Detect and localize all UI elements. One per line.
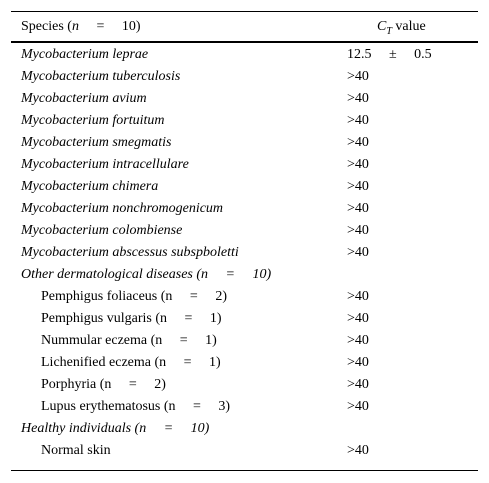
ct-value: >40 (347, 245, 369, 260)
ct-value: >40 (347, 399, 369, 414)
species-name: Mycobacterium nonchromogenicum (21, 201, 224, 216)
species-name: Porphyria (n = 2) (41, 377, 166, 392)
table-row (11, 198, 478, 220)
header-rule (11, 41, 478, 43)
table-row (11, 308, 478, 330)
species-name: Mycobacterium smegmatis (21, 135, 172, 150)
ct-value: >40 (347, 157, 369, 172)
table-row (11, 440, 478, 462)
species-column-header (21, 18, 141, 36)
ct-value: >40 (347, 289, 369, 304)
species-name: Nummular eczema (n = 1) (41, 333, 217, 348)
species-name: Mycobacterium colombiense (21, 223, 183, 238)
species-header-prefix: Species ( (21, 19, 72, 34)
table-row (11, 352, 478, 374)
table-row (11, 132, 478, 154)
table-body (11, 44, 478, 462)
ct-value: >40 (347, 311, 369, 326)
species-name: Mycobacterium abscessus subspboletti (21, 245, 239, 260)
ct-value: >40 (347, 223, 369, 238)
ct-value: 12.5 ± 0.5 (347, 47, 432, 62)
ct-value: >40 (347, 443, 369, 458)
table-row (11, 88, 478, 110)
species-name: Mycobacterium tuberculosis (21, 69, 181, 84)
species-header-suffix: = 10) (78, 19, 141, 34)
ct-subscript: T (386, 26, 392, 37)
table-row (11, 242, 478, 264)
species-name: Lichenified eczema (n = 1) (41, 355, 221, 370)
ct-value: >40 (347, 69, 369, 84)
table-row (11, 154, 478, 176)
table-row (11, 264, 478, 286)
table-row (11, 176, 478, 198)
species-name: Lupus erythematosus (n = 3) (41, 399, 231, 414)
ct-value: >40 (347, 201, 369, 216)
table-row (11, 374, 478, 396)
ct-value: >40 (347, 333, 369, 348)
species-name: Pemphigus foliaceus (n = 2) (41, 289, 227, 304)
ct-value: >40 (347, 179, 369, 194)
species-name: Mycobacterium chimera (21, 179, 159, 194)
ct-value: >40 (347, 135, 369, 150)
species-name: Normal skin (41, 443, 111, 458)
species-name: Other dermatological diseases (n = 10) (21, 267, 272, 282)
species-name: Pemphigus vulgaris (n = 1) (41, 311, 222, 326)
species-header-n: n (71, 19, 79, 34)
ct-header-suffix: value (391, 19, 426, 34)
table-row (11, 44, 478, 66)
species-name: Mycobacterium intracellulare (21, 157, 189, 172)
table-row (11, 220, 478, 242)
ct-value: >40 (347, 377, 369, 392)
species-name: Mycobacterium leprae (21, 47, 149, 62)
ct-value: >40 (347, 113, 369, 128)
table-row (11, 330, 478, 352)
ct-value: >40 (347, 355, 369, 370)
species-name: Healthy individuals (n = 10) (21, 421, 210, 436)
table-row (11, 396, 478, 418)
table-row (11, 66, 478, 88)
table-row (11, 110, 478, 132)
ct-value-column-header (377, 18, 426, 37)
table-row (11, 286, 478, 308)
top-rule (11, 11, 478, 12)
species-name: Mycobacterium avium (21, 91, 147, 106)
ct-value: >40 (347, 91, 369, 106)
species-name: Mycobacterium fortuitum (21, 113, 165, 128)
table-row (11, 418, 478, 440)
bottom-rule (11, 470, 478, 471)
ct-letter: C (377, 19, 387, 34)
